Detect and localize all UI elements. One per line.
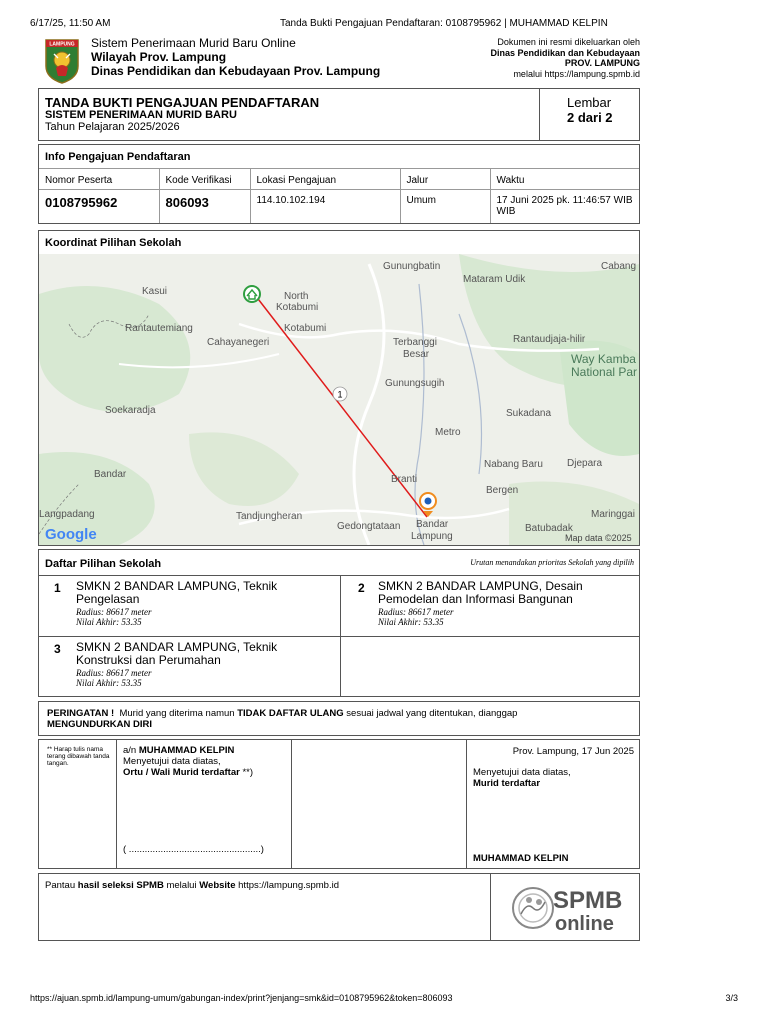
school-year: Tahun Pelajaran 2025/2026 (45, 121, 180, 133)
map-label-besar: Besar (403, 349, 430, 360)
choice-meta (378, 607, 454, 627)
monitor-middle: melalui (166, 880, 197, 891)
monitor-emphasis-website: Website (199, 880, 236, 891)
map-label-langpadang: Langpadang (39, 509, 95, 520)
header-submission-location: Lokasi Pengajuan (250, 169, 400, 190)
spmb-online-logo (491, 874, 640, 940)
choice-meta (76, 607, 152, 627)
print-doc-title: Tanda Bukti Pengajuan Pendaftaran: 0108795962 | MUHAMMAD KELPIN (280, 18, 608, 29)
submission-ip: 114.10.102.194 (250, 190, 400, 223)
warning-text-after: sesuai jadwal yang ditentukan, dianggap (346, 708, 518, 719)
document-title: TANDA BUKTI PENGAJUAN PENDAFTARAN (45, 95, 320, 110)
priority-note: Urutan menandakan prioritas Sekolah yang dipilih (470, 558, 634, 567)
sign-place-date: Prov. Lampung, 17 Jun 2025 (512, 746, 634, 757)
choice-meta (76, 668, 152, 688)
submission-info-table (39, 168, 639, 223)
map-label-north: North (284, 291, 309, 302)
signature-section (38, 739, 640, 869)
official-doc-note: Dokumen ini resmi dikeluarkan oleh (497, 37, 640, 47)
monitor-text (45, 880, 339, 891)
student-agree-text: Menyetujui data diatas, (473, 767, 571, 778)
table-header-row (39, 169, 639, 190)
parent-role-suffix: **) (242, 767, 254, 778)
choice-number: 3 (54, 642, 61, 656)
map-label-tandjungheran: Tandjungheran (236, 511, 303, 522)
parent-signature-line: ( ..................................................) (123, 844, 264, 855)
map-label-rantautemiang: Rantautemiang (125, 323, 193, 334)
map-label-bandar: Bandar (94, 469, 127, 480)
route-marker-label: 1 (337, 389, 343, 400)
title-block (38, 88, 640, 141)
choice-radius: Radius: 86617 meter (76, 607, 152, 617)
map-section-title: Koordinat Pilihan Sekolah (45, 237, 182, 249)
logo-text: LAMPUNG (49, 41, 75, 48)
map-label-kotabumi: Kotabumi (284, 323, 327, 334)
warning-notice (38, 701, 640, 736)
map-label-gunungsugih: Gunungsugih (385, 378, 445, 389)
print-page-count: 3/3 (725, 993, 738, 1003)
map-label-bandar-lampung-2: Lampung (411, 531, 453, 542)
choice-radius: Radius: 86617 meter (378, 607, 454, 617)
route-marker-1[interactable] (333, 387, 347, 401)
parent-name-prefix: a/n (123, 745, 137, 756)
school-choice-item (39, 636, 340, 696)
track-value: Umum (400, 190, 490, 223)
logo-spmb-text: SPMB (553, 887, 623, 914)
choice-radius: Radius: 86617 meter (76, 668, 152, 678)
submission-info-title: Info Pengajuan Pendaftaran (45, 151, 191, 163)
map-label-national-park: National Par (571, 365, 638, 379)
map-label-bergen: Bergen (486, 485, 519, 496)
choice-school-name: SMKN 2 BANDAR LAMPUNG, Teknik Pengelasan (76, 579, 278, 606)
student-role: Murid terdaftar (473, 778, 541, 789)
map-label-branti: Branti (391, 474, 418, 485)
parent-agree-text: Menyetujui data diatas, (123, 756, 221, 767)
verification-code: 806093 (159, 190, 250, 223)
spmb-online-logo-cell (490, 874, 639, 940)
header-participant-number: Nomor Peserta (39, 169, 159, 190)
map-label-bandar-lampung-1: Bandar (416, 519, 449, 530)
issuer-province: PROV. LAMPUNG (564, 58, 640, 68)
table-row (39, 190, 639, 223)
signature-instruction: ** Harap tulis nama terang dibawah tanda tangan. (39, 740, 117, 868)
department-name: Dinas Pendidikan dan Kebudayaan Prov. Lampung (91, 64, 381, 78)
letterhead-left (91, 36, 380, 78)
map-label-cahayanegeri: Cahayanegeri (207, 337, 270, 348)
empty-choice-cell (340, 636, 639, 696)
parent-name: MUHAMMAD KELPIN (138, 745, 235, 756)
warning-label: PERINGATAN ! (47, 708, 115, 719)
sheet-label: Lembar (567, 95, 612, 110)
choice-school-name: SMKN 2 BANDAR LAMPUNG, Desain Pemodelan dan Informasi Bangunan (378, 579, 583, 606)
map-attribution: Map data ©2025 (565, 533, 632, 543)
header-verification-code: Kode Verifikasi (159, 169, 250, 190)
print-datetime: 6/17/25, 11:50 AM (30, 18, 111, 29)
submission-info-section (38, 144, 640, 224)
map-label-djepara: Djepara (567, 458, 603, 469)
map-label-sukadana: Sukadana (506, 408, 552, 419)
map-label-north-kotabumi: Kotabumi (276, 302, 319, 313)
parent-signature-cell (117, 740, 292, 868)
monitor-section (38, 873, 640, 941)
school-choice-item (340, 575, 639, 636)
choice-school-name: SMKN 2 BANDAR LAMPUNG, Teknik Konstruksi dan Perumahan (76, 640, 278, 667)
map-label-maringgai: Maringgai (591, 509, 635, 520)
print-header (30, 18, 738, 32)
warning-consequence: MENGUNDURKAN DIRI (47, 719, 153, 730)
student-name: MUHAMMAD KELPIN (473, 853, 569, 864)
map-label-nabang-baru: Nabang Baru (484, 459, 543, 470)
google-logo: Google (45, 526, 97, 543)
participant-number: 0108795962 (39, 190, 159, 223)
choice-number: 1 (54, 581, 61, 595)
parent-role: Ortu / Wali Murid terdaftar (123, 767, 240, 778)
choice-score: Nilai Akhir: 53.35 (378, 617, 444, 627)
lampung-coat-of-arms-logo (44, 38, 80, 84)
warning-emphasis: TIDAK DAFTAR ULANG (237, 708, 344, 719)
monitor-prefix: Pantau (45, 880, 76, 891)
choice-score: Nilai Akhir: 53.35 (76, 617, 142, 627)
signature-blank-cell (292, 740, 467, 868)
map-label-gunungbatin: Gunungbatin (383, 261, 441, 272)
sheet-indicator (539, 89, 640, 140)
document-subtitle: SISTEM PENERIMAAN MURID BARU (45, 109, 237, 121)
school-choice-section (38, 549, 640, 697)
choice-number: 2 (358, 581, 365, 595)
system-name: Sistem Penerimaan Murid Baru Online (91, 36, 296, 50)
school-coordinates-section (38, 230, 640, 546)
sheet-value: 2 dari 2 (567, 110, 613, 125)
map-label-mataram-udik: Mataram Udik (463, 274, 526, 285)
map-label-terbanggi: Terbanggi (393, 337, 437, 348)
map-label-rantaudjaja-hilir: Rantaudjaja-hilir (513, 334, 586, 345)
student-agree-block (473, 767, 571, 789)
school-choice-item (39, 575, 340, 636)
map-label-metro: Metro (435, 427, 461, 438)
print-url: https://ajuan.spmb.id/lampung-umum/gabungan-index/print?jenjang=smk&id=0108795962&token=806093 (30, 993, 453, 1003)
header-time: Waktu (490, 169, 639, 190)
map-label-batubadak: Batubadak (525, 523, 573, 534)
choice-score: Nilai Akhir: 53.35 (76, 678, 142, 688)
map-label-way-kambas: Way Kamba (571, 352, 636, 366)
marker-home-icon[interactable] (244, 286, 260, 302)
header-track: Jalur (400, 169, 490, 190)
monitor-url[interactable]: https://lampung.spmb.id (238, 880, 339, 891)
school-choice-title: Daftar Pilihan Sekolah (45, 558, 162, 570)
logo-online-text: online (555, 913, 614, 935)
map-label-gedongtataan: Gedongtataan (337, 521, 401, 532)
region-name: Wilayah Prov. Lampung (91, 50, 227, 64)
warning-text-before: Murid yang diterima namun (119, 708, 235, 719)
student-signature-cell (467, 740, 639, 868)
issuer-department: Dinas Pendidikan dan Kebudayaan (490, 47, 640, 58)
map-label-kasui: Kasui (142, 286, 168, 297)
route-map[interactable] (39, 254, 639, 545)
letterhead-right (490, 37, 640, 79)
map-label-cabang: Cabang (601, 261, 637, 272)
monitor-emphasis-results: hasil seleksi SPMB (77, 880, 164, 891)
map-label-soekaradja: Soekaradja (105, 405, 156, 416)
issuer-website: melalui https://lampung.spmb.id (513, 68, 640, 79)
submission-time: 17 Juni 2025 pk. 11:46:57 WIB WIB (490, 190, 639, 223)
